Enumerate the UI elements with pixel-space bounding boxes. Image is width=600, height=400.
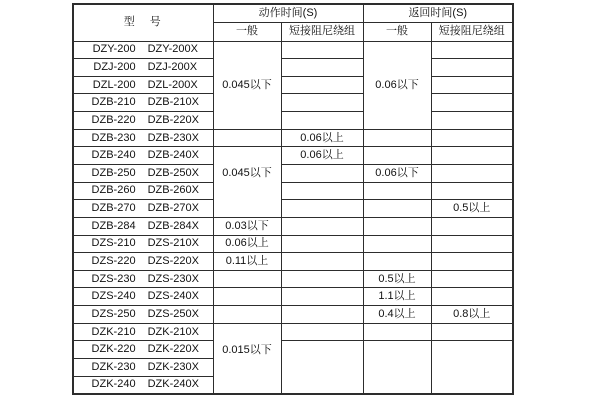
action-damping-empty — [281, 41, 363, 59]
model-cell: DZB-210 DZB-210X — [73, 94, 213, 112]
action-damping-empty — [281, 270, 363, 288]
model-cell: DZB-220 DZB-220X — [73, 112, 213, 130]
return-damping-empty — [431, 270, 513, 288]
return-damping-value: 0.5以上 — [431, 200, 513, 218]
return-damping-header: 短接阻尼绕组 — [431, 22, 513, 41]
return-general-value: 0.4以上 — [363, 306, 431, 324]
model-cell: DZS-220 DZS-220X — [73, 253, 213, 271]
action-damping-empty — [281, 253, 363, 271]
action-general-header: 一般 — [213, 22, 281, 41]
action-damping-value: 0.06以上 — [281, 147, 363, 165]
action-general-empty — [213, 288, 281, 306]
return-damping-empty — [431, 129, 513, 147]
return-damping-empty — [431, 147, 513, 165]
action-damping-empty — [281, 217, 363, 235]
model-cell: DZB-270 DZB-270X — [73, 200, 213, 218]
action-damping-empty — [281, 200, 363, 218]
return-general-empty — [363, 323, 431, 341]
action-general-empty — [213, 270, 281, 288]
action-general-value: 0.11以上 — [213, 253, 281, 271]
return-damping-empty — [431, 112, 513, 130]
return-general-value: 0.06以下 — [363, 41, 431, 129]
action-general-value: 0.045以下 — [213, 41, 281, 129]
action-damping-empty — [281, 164, 363, 182]
action-damping-empty — [281, 341, 363, 394]
model-cell: DZS-250 DZS-250X — [73, 306, 213, 324]
model-cell: DZB-260 DZB-260X — [73, 182, 213, 200]
model-column-header: 型 号 — [73, 4, 213, 41]
action-damping-empty — [281, 235, 363, 253]
action-time-group-header: 动作时间(S) — [213, 4, 363, 22]
model-cell: DZL-200 DZL-200X — [73, 76, 213, 94]
action-damping-empty — [281, 76, 363, 94]
return-general-value: 0.5以上 — [363, 270, 431, 288]
action-general-value: 0.045以下 — [213, 147, 281, 218]
model-cell: DZK-220 DZK-220X — [73, 341, 213, 359]
model-cell: DZS-210 DZS-210X — [73, 235, 213, 253]
return-general-empty — [363, 147, 431, 165]
return-general-header: 一般 — [363, 22, 431, 41]
model-cell: DZJ-200 DZJ-200X — [73, 59, 213, 77]
action-general-value: 0.06以上 — [213, 235, 281, 253]
return-damping-empty — [431, 288, 513, 306]
return-general-empty — [363, 129, 431, 147]
model-cell: DZK-210 DZK-210X — [73, 323, 213, 341]
return-damping-empty — [431, 76, 513, 94]
return-general-value: 1.1以上 — [363, 288, 431, 306]
return-damping-empty — [431, 59, 513, 77]
return-damping-empty — [431, 41, 513, 59]
return-general-empty — [363, 182, 431, 200]
return-damping-empty — [431, 323, 513, 341]
return-general-empty — [363, 253, 431, 271]
return-damping-empty — [431, 217, 513, 235]
model-cell: DZB-250 DZB-250X — [73, 164, 213, 182]
return-general-empty — [363, 217, 431, 235]
model-cell: DZK-240 DZK-240X — [73, 376, 213, 394]
model-cell: DZS-230 DZS-230X — [73, 270, 213, 288]
return-damping-empty — [431, 341, 513, 394]
action-damping-header: 短接阻尼绕组 — [281, 22, 363, 41]
model-cell: DZB-240 DZB-240X — [73, 147, 213, 165]
return-general-empty — [363, 235, 431, 253]
action-damping-empty — [281, 112, 363, 130]
action-general-value: 0.015以下 — [213, 323, 281, 394]
action-damping-empty — [281, 94, 363, 112]
action-general-value: 0.03以下 — [213, 217, 281, 235]
return-damping-empty — [431, 253, 513, 271]
spec-table — [72, 3, 514, 395]
return-general-value: 0.06以下 — [363, 164, 431, 182]
action-damping-value: 0.06以上 — [281, 129, 363, 147]
model-cell: DZB-284 DZB-284X — [73, 217, 213, 235]
action-general-empty — [213, 306, 281, 324]
action-damping-empty — [281, 306, 363, 324]
model-cell: DZB-230 DZB-230X — [73, 129, 213, 147]
return-damping-empty — [431, 164, 513, 182]
return-damping-value: 0.8以上 — [431, 306, 513, 324]
model-cell: DZK-230 DZK-230X — [73, 359, 213, 377]
action-general-empty — [213, 129, 281, 147]
action-damping-empty — [281, 323, 363, 341]
return-general-empty — [363, 200, 431, 218]
model-cell: DZY-200 DZY-200X — [73, 41, 213, 59]
action-damping-empty — [281, 182, 363, 200]
return-time-group-header: 返回时间(S) — [363, 4, 513, 22]
return-damping-empty — [431, 182, 513, 200]
action-damping-empty — [281, 288, 363, 306]
model-cell: DZS-240 DZS-240X — [73, 288, 213, 306]
return-general-empty — [363, 341, 431, 394]
action-damping-empty — [281, 59, 363, 77]
return-damping-empty — [431, 235, 513, 253]
return-damping-empty — [431, 94, 513, 112]
